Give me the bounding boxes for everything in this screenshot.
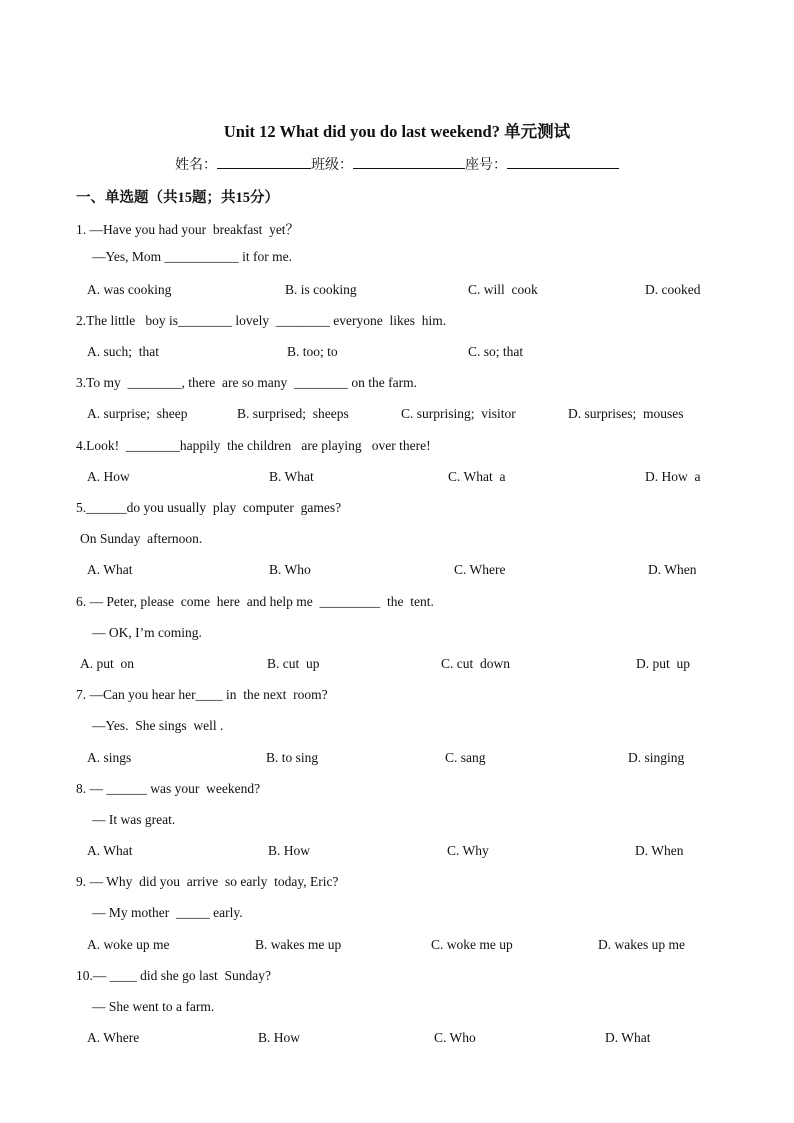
question-4-option-b[interactable]: B. What bbox=[269, 469, 314, 484]
question-8-option-c[interactable]: C. Why bbox=[447, 843, 489, 858]
question-5-stem: 5.______do you usually play computer games? bbox=[76, 500, 342, 515]
question-4-option-c[interactable]: C. What a bbox=[448, 469, 506, 484]
class-label: 班级： bbox=[311, 158, 353, 173]
question-10-response: — She went to a farm. bbox=[92, 999, 215, 1014]
name-blank[interactable] bbox=[217, 156, 311, 169]
question-8-option-a[interactable]: A. What bbox=[87, 843, 133, 858]
question-8-option-b[interactable]: B. How bbox=[268, 843, 311, 858]
question-3-option-a[interactable]: A. surprise; sheep bbox=[87, 406, 188, 421]
question-5-option-c[interactable]: C. Where bbox=[454, 562, 506, 577]
question-4-option-a[interactable]: A. How bbox=[87, 469, 130, 484]
question-7-option-a[interactable]: A. sings bbox=[87, 750, 132, 765]
question-5-option-b[interactable]: B. Who bbox=[269, 562, 311, 577]
question-9-option-d[interactable]: D. wakes up me bbox=[598, 937, 685, 952]
question-7-option-d[interactable]: D. singing bbox=[628, 750, 685, 765]
question-9-option-b[interactable]: B. wakes me up bbox=[255, 937, 342, 952]
question-6-option-a[interactable]: A. put on bbox=[80, 656, 134, 671]
question-5-option-d[interactable]: D. When bbox=[648, 562, 697, 577]
question-3-option-d[interactable]: D. surprises; mouses bbox=[568, 406, 684, 421]
question-9-response: — My mother _____ early. bbox=[92, 905, 243, 920]
name-label: 姓名： bbox=[175, 158, 217, 173]
question-1-option-a[interactable]: A. was cooking bbox=[87, 282, 172, 297]
seat-blank[interactable] bbox=[507, 156, 619, 169]
question-10-option-c[interactable]: C. Who bbox=[434, 1030, 476, 1045]
question-8-response: — It was great. bbox=[92, 812, 176, 827]
seat-label: 座号： bbox=[465, 158, 507, 173]
question-7-option-b[interactable]: B. to sing bbox=[266, 750, 319, 765]
question-6-option-c[interactable]: C. cut down bbox=[441, 656, 510, 671]
question-1-response: —Yes, Mom ___________ it for me. bbox=[92, 249, 293, 264]
page-title: Unit 12 What did you do last weekend? 单元测试 bbox=[223, 122, 571, 141]
question-3-stem: 3.To my ________, there are so many ________ on the farm. bbox=[76, 375, 417, 390]
question-4-stem: 4.Look! ________happily the children are playing over there! bbox=[76, 438, 431, 453]
question-6-stem: 6. — Peter, please come here and help me _________ the tent. bbox=[76, 594, 434, 609]
question-6-option-d[interactable]: D. put up bbox=[636, 656, 690, 671]
question-4-option-d[interactable]: D. How a bbox=[645, 469, 701, 484]
section-title: 一、单选题（共15题；共15分） bbox=[76, 190, 279, 206]
question-9-stem: 9. — Why did you arrive so early today, Eric? bbox=[76, 874, 339, 889]
question-6-response: — OK, I’m coming. bbox=[92, 625, 202, 640]
question-8-stem: 8. — ______ was your weekend? bbox=[76, 781, 261, 796]
question-10-stem: 10.— ____ did she go last Sunday? bbox=[76, 968, 271, 983]
question-9-option-a[interactable]: A. woke up me bbox=[87, 937, 170, 952]
question-3-option-c[interactable]: C. surprising; visitor bbox=[401, 406, 516, 421]
question-10-option-b[interactable]: B. How bbox=[258, 1030, 301, 1045]
question-7-response: —Yes. She sings well . bbox=[92, 718, 224, 733]
question-1-option-c[interactable]: C. will cook bbox=[468, 282, 538, 297]
question-7-stem: 7. —Can you hear her____ in the next room? bbox=[76, 687, 328, 702]
question-9-option-c[interactable]: C. woke me up bbox=[431, 937, 513, 952]
question-8-option-d[interactable]: D. When bbox=[635, 843, 684, 858]
question-5-response: On Sunday afternoon. bbox=[80, 531, 203, 546]
question-5-option-a[interactable]: A. What bbox=[87, 562, 133, 577]
question-10-option-d[interactable]: D. What bbox=[605, 1030, 651, 1045]
question-2-stem: 2.The little boy is________ lovely ________ everyone likes him. bbox=[76, 313, 447, 328]
question-6-option-b[interactable]: B. cut up bbox=[267, 656, 320, 671]
question-3-option-b[interactable]: B. surprised; sheeps bbox=[237, 406, 349, 421]
question-2-option-b[interactable]: B. too; to bbox=[287, 344, 338, 359]
question-1-option-b[interactable]: B. is cooking bbox=[285, 282, 357, 297]
question-10-option-a[interactable]: A. Where bbox=[87, 1030, 140, 1045]
class-blank[interactable] bbox=[353, 156, 465, 169]
question-2-option-c[interactable]: C. so; that bbox=[468, 344, 524, 359]
student-info-row bbox=[0, 154, 794, 174]
question-2-option-a[interactable]: A. such; that bbox=[87, 344, 159, 359]
question-7-option-c[interactable]: C. sang bbox=[445, 750, 486, 765]
question-1-stem: 1. —Have you had your breakfast yet？ bbox=[76, 222, 300, 237]
question-1-option-d[interactable]: D. cooked bbox=[645, 282, 701, 297]
